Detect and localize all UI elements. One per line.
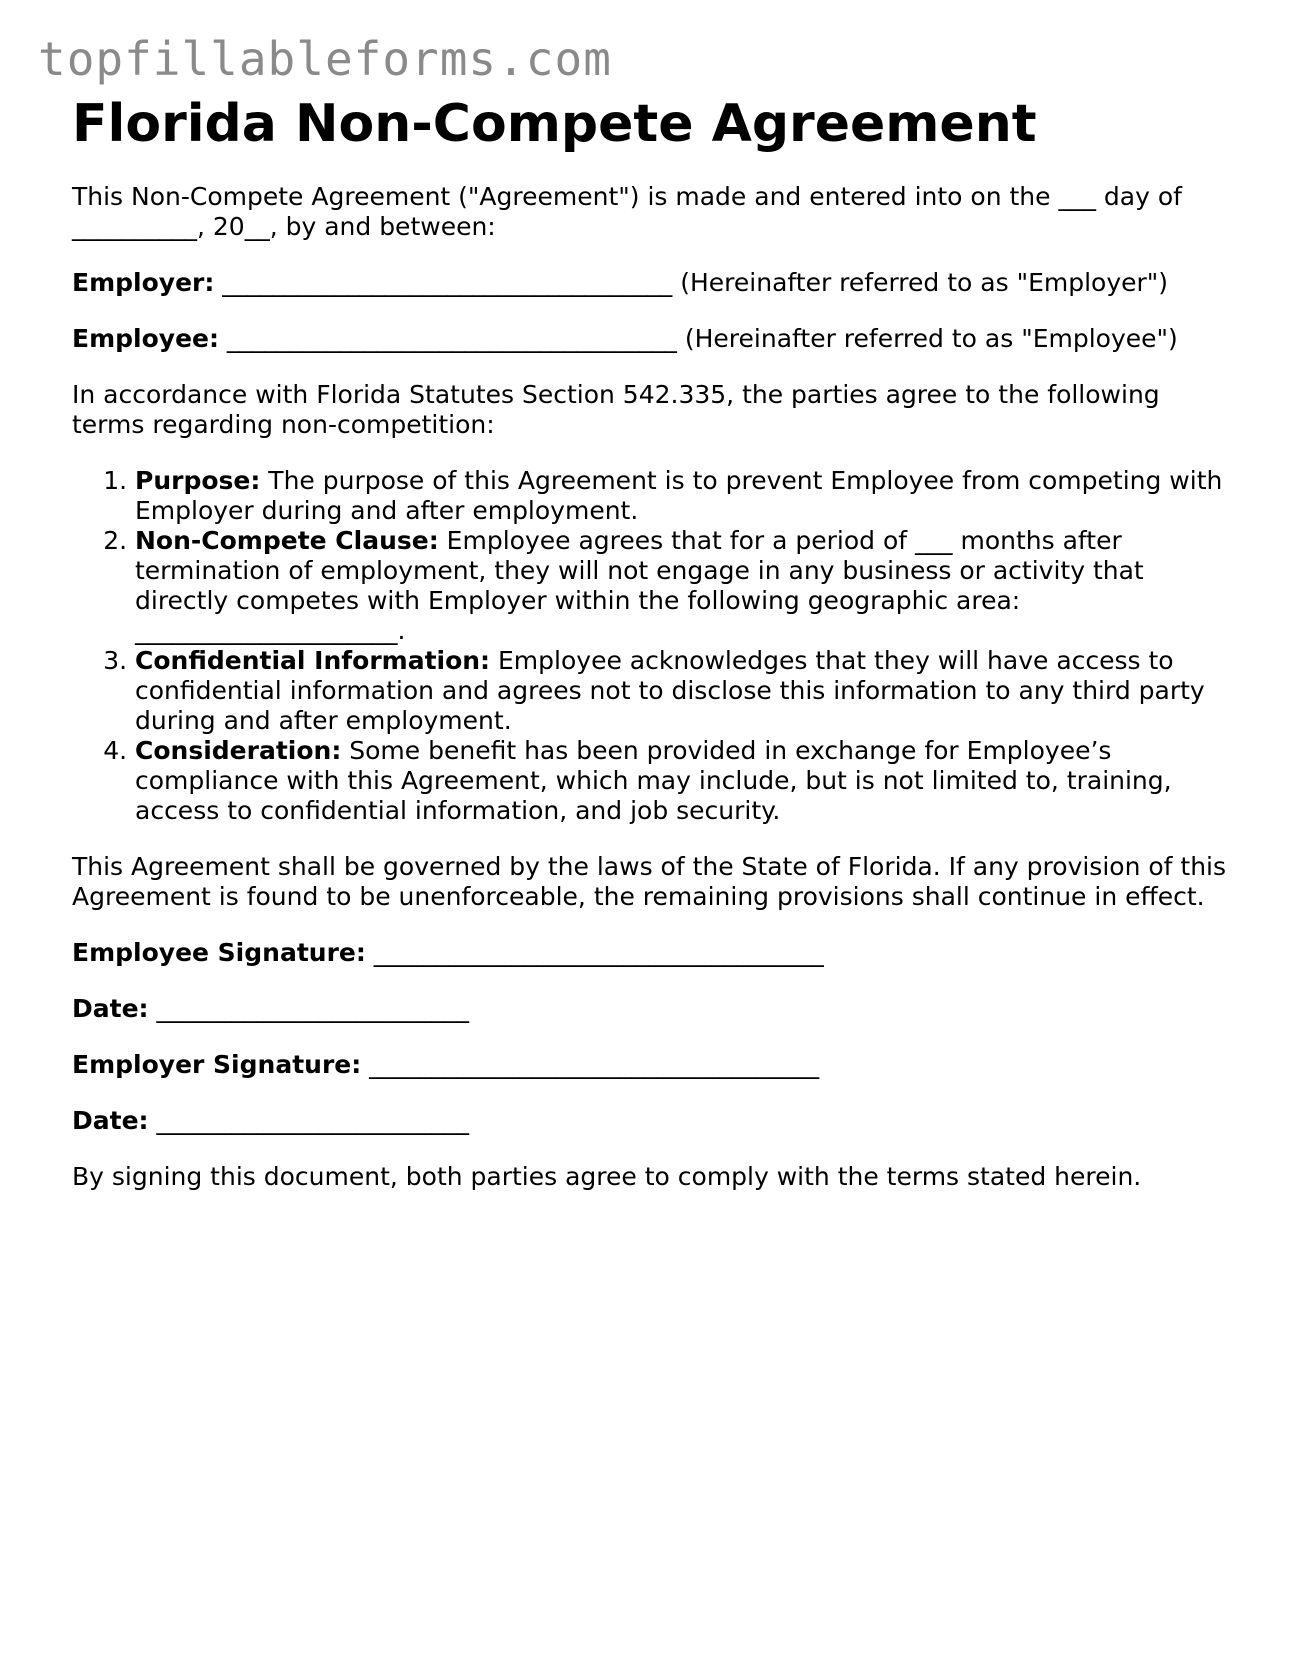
employee-signature-label: Employee Signature: — [72, 938, 366, 967]
clause-title: Purpose: — [135, 466, 261, 495]
date-blank: _________________________ — [148, 994, 469, 1023]
employer-date-line — [72, 1106, 1232, 1136]
employer-line — [72, 268, 1232, 298]
closing-paragraph: By signing this document, both parties agree to comply with the terms stated herein. — [72, 1162, 1142, 1191]
clause-list — [72, 466, 1232, 826]
clause-title: Consideration: — [135, 736, 342, 765]
clause-text: Employee agrees that for a period of ___ months after termination of employment, they will not engage in any business or activity that directly competes with Employer within the following geographic area: _____________________. — [135, 526, 1144, 645]
date-label: Date: — [72, 994, 149, 1023]
document-title: Florida Non-Compete Agreement — [72, 94, 1037, 154]
employer-signature-line — [72, 1050, 1232, 1080]
clause-title: Confidential Information: — [135, 646, 491, 675]
clause-text: Employee acknowledges that they will have access to confidential information and agrees not to disclose this information to any third party during and after employment. — [135, 646, 1205, 735]
clause-non-compete — [135, 526, 1232, 646]
clause-text: Some benefit has been provided in exchange for Employee’s compliance with this Agreement, which may include, but is not limited to, training, access to confidential information, and job security. — [135, 736, 1172, 825]
clause-purpose — [135, 466, 1232, 526]
governing-law-paragraph: This Agreement shall be governed by the laws of the State of Florida. If any provision of this Agreement is found to be unenforceable, the remaining provisions shall continue in effect. — [72, 852, 1227, 911]
employer-signature-label: Employer Signature: — [72, 1050, 362, 1079]
clause-consideration — [135, 736, 1232, 826]
date-label: Date: — [72, 1106, 149, 1135]
statute-paragraph: In accordance with Florida Statutes Section 542.335, the parties agree to the following terms regarding non-competition: — [72, 380, 1160, 439]
clause-text: The purpose of this Agreement is to prevent Employee from competing with Employer during and after employment. — [135, 466, 1223, 525]
date-blank: _________________________ — [148, 1106, 469, 1135]
watermark: topfillableforms.com — [38, 32, 612, 86]
employee-date-line — [72, 994, 1232, 1024]
employee-signature-line — [72, 938, 1232, 968]
clause-confidential-information — [135, 646, 1232, 736]
employer-signature-blank: ____________________________________ — [361, 1050, 820, 1079]
employer-label: Employer: — [72, 268, 215, 297]
employee-line — [72, 324, 1232, 354]
employee-label: Employee: — [72, 324, 219, 353]
employee-blank: ____________________________________ (Hereinafter referred to as "Employee") — [218, 324, 1178, 353]
clause-title: Non-Compete Clause: — [135, 526, 439, 555]
document-page — [72, 92, 1232, 1192]
intro-paragraph: This Non-Compete Agreement ("Agreement") is made and entered into on the ___ day of __________, 20__, by and between: — [72, 182, 1182, 241]
employee-signature-blank: ____________________________________ — [365, 938, 824, 967]
employer-blank: ____________________________________ (Hereinafter referred to as "Employer") — [214, 268, 1169, 297]
